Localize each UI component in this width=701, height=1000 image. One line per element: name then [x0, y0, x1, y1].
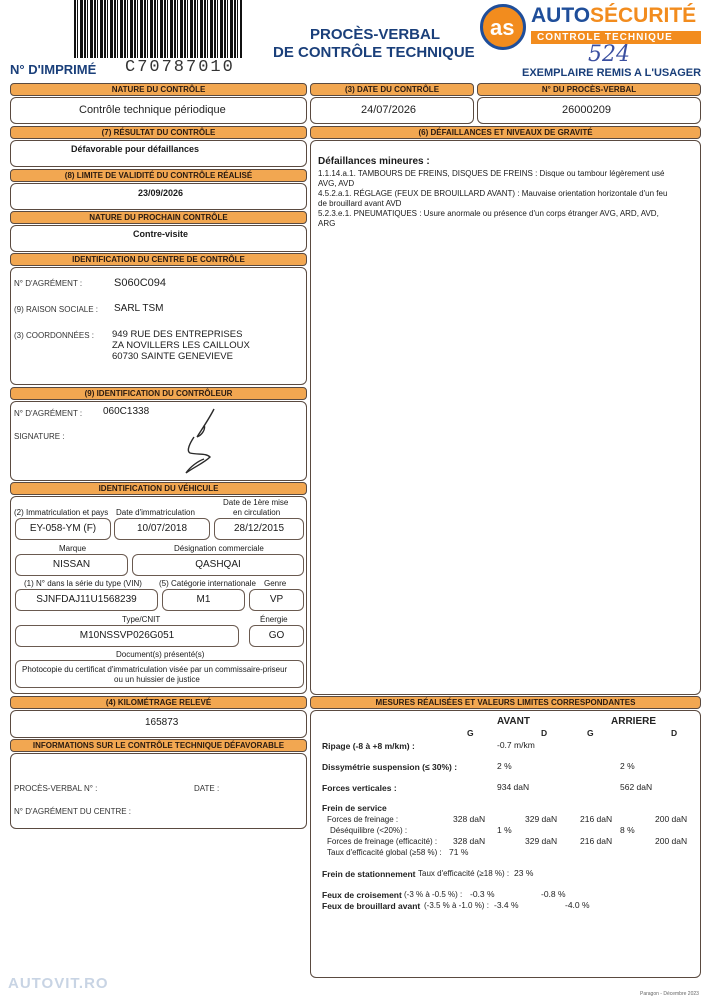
pv-value: 26000209 — [562, 104, 611, 116]
centre-raison-value: SARL TSM — [114, 303, 164, 314]
premiere-value: 28/12/2015 — [233, 523, 285, 534]
controleur-header: (9) IDENTIFICATION DU CONTRÔLEUR — [10, 387, 307, 400]
pv-box — [477, 97, 701, 124]
type-field — [15, 625, 239, 647]
immat-value: EY-058-YM (F) — [29, 523, 97, 534]
brand-name-auto: AUTO — [531, 4, 591, 27]
date-immat-value: 10/07/2018 — [136, 523, 188, 534]
stationnement-taux-label: Taux d'efficacité (≥18 %) : — [418, 869, 510, 878]
pv-header: N° DU PROCÈS-VERBAL — [477, 83, 701, 96]
forces-eff-label: Forces de freinage (efficacité) : — [327, 837, 438, 846]
defaillance-line: 4.5.2.a.1. RÉGLAGE (FEUX DE BROUILLARD AVANT) : Mauvaise orientation horizontale d'un feu — [318, 189, 668, 198]
centre-header: IDENTIFICATION DU CENTRE DE CONTRÔLE — [10, 253, 307, 266]
categorie-value: M1 — [196, 594, 211, 605]
forces-freinage-value: 328 daN — [453, 814, 486, 824]
genre-value: VP — [269, 594, 284, 605]
forces-freinage-value: 216 daN — [580, 814, 613, 824]
centre-agrement-label: N° D'AGRÉMENT : — [14, 279, 83, 288]
vin-value: SJNFDAJ11U1568239 — [36, 594, 137, 605]
col-d-avant: D — [541, 728, 548, 738]
designation-label: Désignation commerciale — [174, 544, 264, 553]
croisement-g: -0.3 % — [470, 889, 495, 899]
dissym-label: Dissymétrie suspension (≤ 30%) : — [322, 762, 458, 772]
resultat-value: Défavorable pour défaillances — [71, 144, 200, 154]
energie-label: Énergie — [260, 615, 288, 624]
col-g-arriere: G — [587, 728, 594, 738]
taux-global-value: 71 % — [449, 847, 469, 857]
centre-coord-line: 60730 SAINTE GENEVIEVE — [112, 351, 233, 362]
resultat-header: (7) RÉSULTAT DU CONTRÔLE — [10, 126, 307, 139]
immat-field — [15, 518, 111, 540]
taux-global-label: Taux d'efficacité global (≥58 %) : — [327, 848, 442, 857]
forces-eff-value: 200 daN — [655, 836, 688, 846]
defavorable-box — [10, 753, 307, 829]
prochain-header: NATURE DU PROCHAIN CONTRÔLE — [10, 211, 307, 224]
type-value: M10NSSVP026G051 — [79, 630, 175, 641]
forces-eff-value: 216 daN — [580, 836, 613, 846]
forces-freinage-value: 200 daN — [655, 814, 688, 824]
centre-agrement-value: S060C094 — [114, 277, 166, 289]
kilometrage-header: (4) KILOMÉTRAGE RELEVÉ — [10, 696, 307, 709]
desequilibre-ar: 8 % — [620, 825, 635, 835]
imprime-value: C70787010 — [125, 58, 235, 77]
forces-vert-av: 934 daN — [497, 782, 530, 792]
col-d-arriere: D — [671, 728, 678, 738]
ripage-label: Ripage (-8 à +8 m/km) : — [322, 741, 415, 751]
centre-coord-label: (3) COORDONNÉES : — [14, 331, 95, 340]
brouillard-g: -3.4 % — [494, 900, 519, 910]
printer-note: Paragon - Décembre 2023 — [640, 991, 699, 997]
defavorable-header: INFORMATIONS SUR LE CONTRÔLE TECHNIQUE DÉFAVORABLE — [10, 739, 307, 752]
limite-header: (8) LIMITE DE VALIDITÉ DU CONTRÔLE RÉALISÉ — [10, 169, 307, 182]
controleur-box — [10, 401, 307, 481]
stationnement-label: Frein de stationnement — [322, 869, 416, 879]
kilometrage-value: 165873 — [145, 717, 179, 728]
frein-service-label: Frein de service — [322, 803, 387, 813]
dissym-ar: 2 % — [620, 761, 635, 771]
premiere-label-2: en circulation — [233, 508, 281, 517]
ripage-value: -0.7 m/km — [497, 740, 535, 750]
stationnement-value: 23 % — [514, 868, 534, 878]
brouillard-range: (-3.5 % à -1.0 %) : — [424, 901, 489, 910]
croisement-range: (-3 % à -0.5 %) : — [404, 890, 463, 899]
genre-field — [249, 589, 304, 611]
premiere-label-1: Date de 1ère mise — [223, 498, 289, 507]
defaillances-header: (6) DÉFAILLANCES ET NIVEAUX DE GRAVITÉ — [310, 126, 701, 139]
date-immat-label: Date d'immatriculation — [116, 508, 195, 517]
forces-eff-value: 329 daN — [525, 836, 558, 846]
defaillance-line: 5.2.3.e.1. PNEUMATIQUES : Usure anormale ou présence d'un corps étranger AVG, ARD, AVD, — [318, 209, 659, 218]
documents-line: ou un huissier de justice — [114, 675, 200, 684]
designation-field — [132, 554, 304, 576]
defavorable-date-label: DATE : — [194, 784, 220, 793]
barcode — [74, 0, 242, 58]
limite-box — [10, 183, 307, 210]
brouillard-d: -4.0 % — [565, 900, 590, 910]
imprime-label: N° D'IMPRIMÉ — [10, 62, 97, 77]
categorie-field — [162, 589, 245, 611]
vin-field — [15, 589, 158, 611]
defaillance-line: 1.1.14.a.1. TAMBOURS DE FREINS, DISQUES DE FREINS : Disque ou tambour légèrement usé — [318, 169, 665, 178]
premiere-field — [214, 518, 304, 540]
brand-name-securite: SÉCURITÉ — [590, 4, 697, 27]
documents-label: Document(s) présenté(s) — [116, 650, 205, 659]
watermark: AUTOVIT.RO — [8, 975, 109, 992]
kilometrage-box — [10, 710, 307, 738]
energie-value: GO — [268, 630, 285, 641]
forces-freinage-label: Forces de freinage : — [327, 815, 399, 824]
prochain-box — [10, 225, 307, 252]
forces-eff-value: 328 daN — [453, 836, 486, 846]
vehicule-header: IDENTIFICATION DU VÉHICULE — [10, 482, 307, 495]
forces-vert-label: Forces verticales : — [322, 783, 397, 793]
signature-scribble — [176, 407, 231, 477]
brand-subtitle-bar: CONTROLE TECHNIQUE — [531, 31, 701, 44]
date-box — [310, 97, 474, 124]
categorie-label: (5) Catégorie internationale — [159, 579, 256, 588]
marque-label: Marque — [59, 544, 87, 553]
immat-label: (2) Immatriculation et pays — [14, 508, 109, 517]
defaillance-line: AVG, AVD — [318, 179, 355, 188]
controleur-agrement-value: 060C1338 — [103, 406, 150, 417]
designation-value: QASHQAI — [195, 559, 241, 570]
date-immat-field — [114, 518, 210, 540]
forces-vert-ar: 562 daN — [620, 782, 653, 792]
nature-header: NATURE DU CONTRÔLE — [10, 83, 307, 96]
genre-label: Genre — [264, 579, 287, 588]
handwritten-number: 524 — [588, 42, 630, 67]
signature-label: SIGNATURE : — [14, 432, 65, 441]
nature-value: Contrôle technique périodique — [79, 104, 226, 116]
dissym-av: 2 % — [497, 761, 512, 771]
desequilibre-label: Déséquilibre (<20%) : — [330, 826, 408, 835]
controleur-agrement-label: N° D'AGRÉMENT : — [14, 409, 83, 418]
centre-box — [10, 267, 307, 385]
mesures-arriere: ARRIERE — [611, 716, 657, 727]
marque-field — [15, 554, 128, 576]
type-label: Type/CNIT — [122, 615, 161, 624]
brand-logo-icon: as — [480, 4, 526, 50]
forces-freinage-value: 329 daN — [525, 814, 558, 824]
energie-field — [249, 625, 304, 647]
exemplaire-label: EXEMPLAIRE REMIS A L'USAGER — [522, 67, 701, 79]
defavorable-agrement-label: N° D'AGRÉMENT DU CENTRE : — [14, 807, 132, 816]
resultat-box — [10, 140, 307, 167]
col-g-avant: G — [467, 728, 474, 738]
limite-value: 23/09/2026 — [138, 188, 184, 198]
defaillance-line: ARG — [318, 219, 336, 228]
defaillances-box — [310, 140, 701, 695]
centre-coord-line: ZA NOVILLERS LES CAILLOUX — [112, 340, 250, 351]
centre-coord-line: 949 RUE DES ENTREPRISES — [112, 329, 243, 340]
page-title-line1: PROCÈS-VERBAL — [310, 26, 441, 43]
defaillances-title: Défaillances mineures : — [318, 156, 430, 167]
croisement-d: -0.8 % — [541, 889, 566, 899]
mesures-header: MESURES RÉALISÉES ET VALEURS LIMITES CORRESPONDANTES — [310, 696, 701, 709]
documents-field — [15, 660, 304, 688]
page-title-line2: DE CONTRÔLE TECHNIQUE — [273, 44, 475, 61]
date-header: (3) DATE DU CONTRÔLE — [310, 83, 474, 96]
date-value: 24/07/2026 — [361, 104, 417, 116]
defaillance-line: de brouillard avant AVD — [318, 199, 402, 208]
prochain-value: Contre-visite — [133, 229, 189, 239]
centre-raison-label: (9) RAISON SOCIALE : — [14, 305, 99, 314]
documents-line: Photocopie du certificat d'immatriculation visée par un commissaire-priseur — [22, 665, 288, 674]
marque-value: NISSAN — [52, 559, 91, 570]
brouillard-label: Feux de brouillard avant — [322, 901, 421, 911]
vehicule-box — [10, 496, 307, 694]
vin-label: (1) N° dans la série du type (VIN) — [24, 579, 142, 588]
defavorable-pv-label: PROCÈS-VERBAL N° : — [14, 784, 98, 793]
croisement-label: Feux de croisement — [322, 890, 402, 900]
mesures-avant: AVANT — [497, 716, 530, 727]
desequilibre-av: 1 % — [497, 825, 512, 835]
nature-box — [10, 97, 307, 124]
